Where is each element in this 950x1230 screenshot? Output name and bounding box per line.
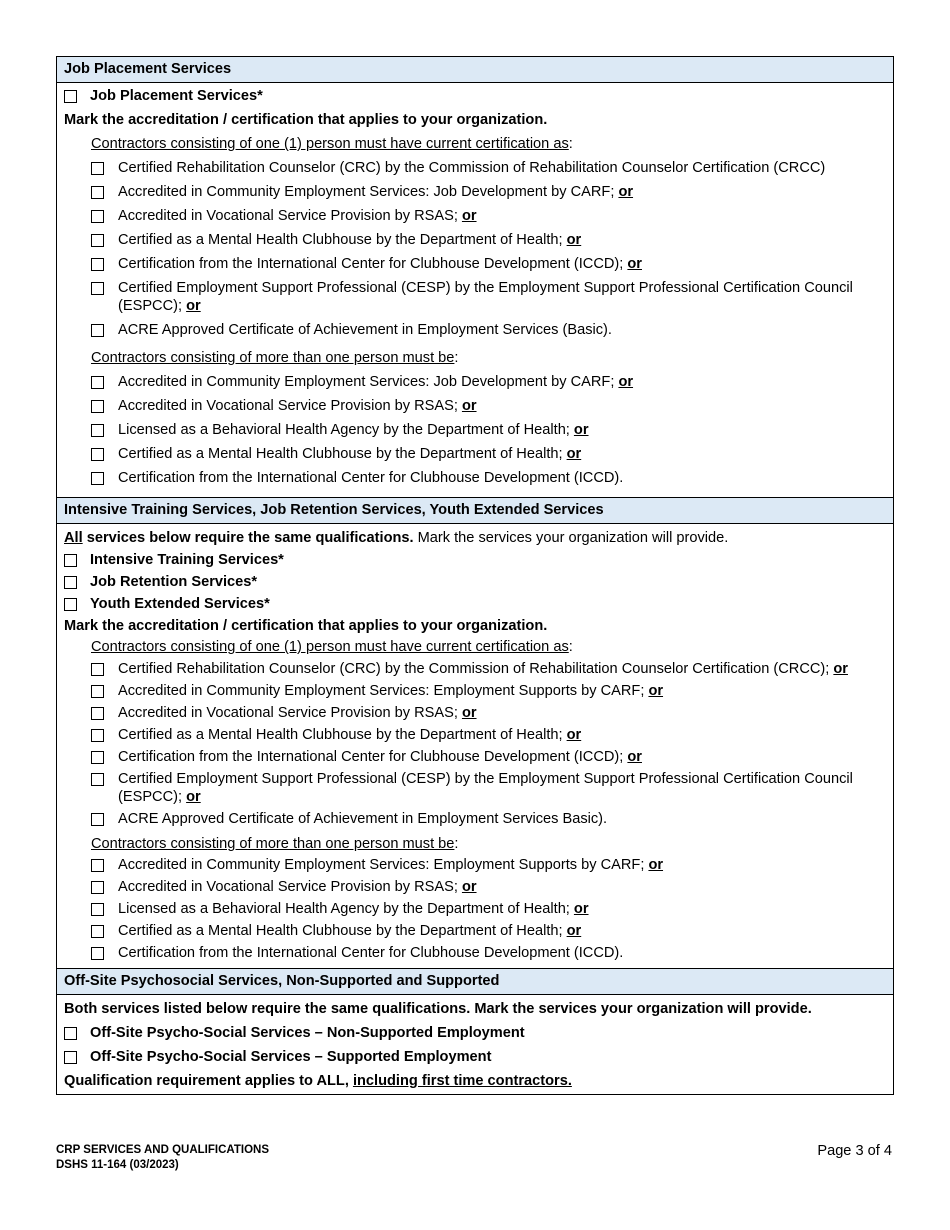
- checkbox-box[interactable]: [91, 424, 104, 437]
- checkbox-box[interactable]: [64, 1027, 77, 1040]
- checkbox-box[interactable]: [91, 234, 104, 247]
- checkbox-box[interactable]: [91, 210, 104, 223]
- certification-option[interactable]: Accredited in Vocational Service Provision by RSAS; or: [64, 878, 886, 896]
- service-checkbox[interactable]: Job Retention Services*: [64, 573, 886, 591]
- certification-option[interactable]: Certified Rehabilitation Counselor (CRC) by the Commission of Rehabilitation Counselor Certification (CRCC): [64, 159, 886, 177]
- checkbox-box[interactable]: [91, 376, 104, 389]
- certification-option[interactable]: Licensed as a Behavioral Health Agency by the Department of Health; or: [64, 421, 886, 439]
- checkbox-box[interactable]: [91, 903, 104, 916]
- certification-option[interactable]: Certified as a Mental Health Clubhouse by the Department of Health; or: [64, 445, 886, 463]
- checkbox-box[interactable]: [64, 598, 77, 611]
- checkbox-box[interactable]: [91, 186, 104, 199]
- certification-option[interactable]: Certified Employment Support Professional (CESP) by the Employment Support Professional Certification Council (ESPCC); or: [64, 279, 886, 315]
- service-checkbox[interactable]: Intensive Training Services*: [64, 551, 886, 569]
- service-checkbox[interactable]: Off-Site Psycho-Social Services – Non-Supported Employment: [64, 1024, 886, 1042]
- multi-person-label: Contractors consisting of more than one person must be:: [91, 836, 459, 852]
- offsite-intro: Both services listed below require the same qualifications. Mark the services your organization will provide.: [64, 1001, 812, 1017]
- certification-option[interactable]: ACRE Approved Certificate of Achievement in Employment Services Basic).: [64, 810, 886, 828]
- form-title: CRP SERVICES AND QUALIFICATIONS: [56, 1144, 269, 1156]
- certification-option[interactable]: Certified as a Mental Health Clubhouse by the Department of Health; or: [64, 922, 886, 940]
- section-offsite: [57, 995, 893, 1094]
- checkbox-box[interactable]: [91, 400, 104, 413]
- certification-option[interactable]: Licensed as a Behavioral Health Agency by the Department of Health; or: [64, 900, 886, 918]
- form-number: DSHS 11-164 (03/2023): [56, 1159, 179, 1171]
- checkbox-box[interactable]: [91, 813, 104, 826]
- certification-option[interactable]: Accredited in Vocational Service Provision by RSAS; or: [64, 704, 886, 722]
- page-number: Page 3 of 4: [817, 1143, 892, 1159]
- section-job-placement: [57, 83, 893, 498]
- certification-option[interactable]: Accredited in Community Employment Services: Employment Supports by CARF; or: [64, 682, 886, 700]
- checkbox-box[interactable]: [91, 947, 104, 960]
- certification-option[interactable]: Accredited in Community Employment Services: Job Development by CARF; or: [64, 183, 886, 201]
- checkbox-box[interactable]: [91, 707, 104, 720]
- section-intensive: [57, 524, 893, 969]
- checkbox-box[interactable]: [91, 925, 104, 938]
- certification-option[interactable]: Certified as a Mental Health Clubhouse by the Department of Health; or: [64, 231, 886, 249]
- certification-option[interactable]: Accredited in Community Employment Services: Job Development by CARF; or: [64, 373, 886, 391]
- certification-option[interactable]: Certification from the International Center for Clubhouse Development (ICCD).: [64, 944, 886, 962]
- certification-option[interactable]: Certification from the International Center for Clubhouse Development (ICCD).: [64, 469, 886, 487]
- certification-option[interactable]: Accredited in Vocational Service Provision by RSAS; or: [64, 397, 886, 415]
- checkbox-job-placement-services[interactable]: Job Placement Services*: [64, 87, 886, 107]
- instruction-text: Mark the accreditation / certification that applies to your organization.: [64, 112, 548, 128]
- checkbox-box[interactable]: [91, 448, 104, 461]
- checkbox-box[interactable]: [64, 554, 77, 567]
- page-footer: [56, 1143, 892, 1173]
- checkbox-box[interactable]: [91, 859, 104, 872]
- checkbox-box[interactable]: [91, 881, 104, 894]
- service-checkbox[interactable]: Youth Extended Services*: [64, 595, 886, 613]
- checkbox-box[interactable]: [64, 576, 77, 589]
- qualifications-form: [56, 56, 894, 1095]
- certification-option[interactable]: ACRE Approved Certificate of Achievement in Employment Services (Basic).: [64, 321, 886, 339]
- checkbox-box[interactable]: [91, 162, 104, 175]
- checkbox-box[interactable]: [64, 1051, 77, 1064]
- checkbox-box[interactable]: [91, 282, 104, 295]
- multi-person-label: Contractors consisting of more than one person must be:: [91, 350, 459, 366]
- checkbox-box[interactable]: [91, 258, 104, 271]
- checkbox-box[interactable]: [64, 90, 77, 103]
- instruction-text: Mark the accreditation / certification that applies to your organization.: [64, 618, 548, 634]
- checkbox-box[interactable]: [91, 472, 104, 485]
- certification-option[interactable]: Certified Employment Support Professional (CESP) by the Employment Support Professional Certification Council (ESPCC); or: [64, 770, 886, 806]
- certification-option[interactable]: Accredited in Community Employment Services: Employment Supports by CARF; or: [64, 856, 886, 874]
- one-person-label: Contractors consisting of one (1) person must have current certification as:: [91, 639, 573, 655]
- certification-option[interactable]: Certified Rehabilitation Counselor (CRC) by the Commission of Rehabilitation Counselor Certification (CRCC); or: [64, 660, 886, 678]
- section-header-offsite: Off-Site Psychosocial Services, Non-Supported and Supported: [57, 969, 893, 995]
- qualification-requirement: Qualification requirement applies to ALL, including first time contractors.: [64, 1073, 572, 1089]
- certification-option[interactable]: Certification from the International Center for Clubhouse Development (ICCD); or: [64, 255, 886, 273]
- checkbox-box[interactable]: [91, 663, 104, 676]
- checkbox-box[interactable]: [91, 751, 104, 764]
- section-header-job-placement: Job Placement Services: [57, 57, 893, 83]
- certification-option[interactable]: Certification from the International Center for Clubhouse Development (ICCD); or: [64, 748, 886, 766]
- checkbox-box[interactable]: [91, 773, 104, 786]
- intensive-intro: All services below require the same qualifications. Mark the services your organization will provide.: [64, 530, 729, 546]
- service-checkbox[interactable]: Off-Site Psycho-Social Services – Supported Employment: [64, 1048, 886, 1066]
- one-person-label: Contractors consisting of one (1) person must have current certification as:: [91, 136, 573, 152]
- checkbox-box[interactable]: [91, 685, 104, 698]
- section-header-intensive: Intensive Training Services, Job Retention Services, Youth Extended Services: [57, 498, 893, 524]
- checkbox-box[interactable]: [91, 729, 104, 742]
- certification-option[interactable]: Certified as a Mental Health Clubhouse by the Department of Health; or: [64, 726, 886, 744]
- checkbox-box[interactable]: [91, 324, 104, 337]
- certification-option[interactable]: Accredited in Vocational Service Provision by RSAS; or: [64, 207, 886, 225]
